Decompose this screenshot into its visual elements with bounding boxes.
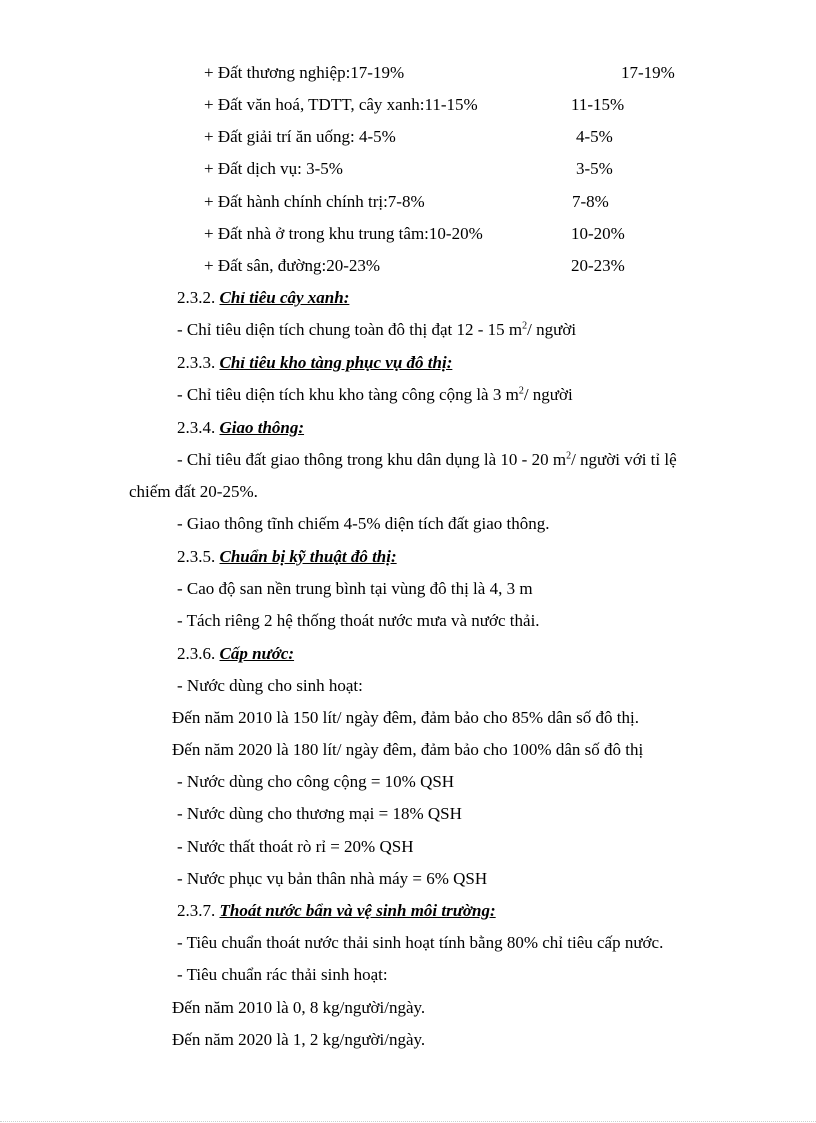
land-item-label: + Đất văn hoá, TDTT, cây xanh:11-15%	[204, 95, 478, 114]
page-bottom-divider	[0, 1121, 816, 1122]
section-title: Chuẩn bị kỹ thuật đô thị:	[219, 547, 397, 566]
paragraph-text: / người với tỉ lệ	[571, 450, 677, 469]
paragraph: Đến năm 2010 là 150 lít/ ngày đêm, đảm bảo cho 85% dân số đô thị.	[172, 708, 639, 727]
paragraph-text: - Chỉ tiêu diện tích chung toàn đô thị đạt 12 - 15 m	[177, 320, 523, 339]
paragraph: - Nước dùng cho thương mại = 18% QSH	[177, 804, 462, 823]
section-heading-drainage	[177, 901, 496, 921]
paragraph: - Tiêu chuẩn thoát nước thải sinh hoạt tính bằng 80% chỉ tiêu cấp nước.	[177, 933, 664, 952]
section-title: Cấp nước:	[219, 644, 295, 663]
section-heading-water	[177, 644, 294, 664]
land-item-label: + Đất giải trí ăn uống: 4-5%	[204, 127, 396, 146]
paragraph-continuation: chiếm đất 20-25%.	[129, 482, 258, 501]
paragraph-text: - Chỉ tiêu diện tích khu kho tàng công cộng là 3 m	[177, 385, 519, 404]
paragraph: Đến năm 2020 là 180 lít/ ngày đêm, đảm bảo cho 100% dân số đô thị	[172, 740, 644, 759]
paragraph: - Nước dùng cho sinh hoạt:	[177, 676, 363, 695]
paragraph	[177, 450, 677, 470]
paragraph: Đến năm 2020 là 1, 2 kg/người/ngày.	[172, 1030, 426, 1049]
section-number: 2.3.4.	[177, 418, 220, 437]
section-number: 2.3.7.	[177, 901, 220, 920]
section-heading-tech	[177, 547, 397, 567]
superscript: 2	[518, 385, 524, 397]
land-item-value: 4-5%	[576, 127, 613, 146]
land-item-value: 10-20%	[571, 224, 625, 243]
land-item-value: 20-23%	[571, 256, 625, 275]
land-item-value: 17-19%	[621, 63, 675, 82]
section-number: 2.3.3.	[177, 353, 220, 372]
section-number: 2.3.2.	[177, 288, 220, 307]
section-heading-traffic	[177, 418, 304, 438]
land-item-label: + Đất nhà ở trong khu trung tâm:10-20%	[204, 224, 483, 243]
paragraph: - Cao độ san nền trung bình tại vùng đô thị là 4, 3 m	[177, 579, 533, 598]
superscript: 2	[566, 450, 572, 462]
land-item-value: 7-8%	[572, 192, 609, 211]
section-title: Giao thông:	[219, 418, 305, 437]
land-item-value: 3-5%	[576, 159, 613, 178]
section-title: Chỉ tiêu cây xanh:	[219, 288, 350, 307]
paragraph-text: / người	[523, 385, 573, 404]
paragraph-text: / người	[527, 320, 577, 339]
section-heading-storage	[177, 353, 452, 373]
paragraph: - Tách riêng 2 hệ thống thoát nước mưa và nước thải.	[177, 611, 540, 630]
paragraph: Đến năm 2010 là 0, 8 kg/người/ngày.	[172, 998, 426, 1017]
paragraph	[177, 385, 573, 405]
section-number: 2.3.5.	[177, 547, 220, 566]
paragraph: - Tiêu chuẩn rác thải sinh hoạt:	[177, 965, 388, 984]
land-item-label: + Đất sân, đường:20-23%	[204, 256, 381, 275]
section-title: Thoát nước bẩn và vệ sinh môi trường:	[219, 901, 496, 920]
paragraph: - Nước phục vụ bản thân nhà máy = 6% QSH	[177, 869, 488, 888]
paragraph: - Nước dùng cho công cộng = 10% QSH	[177, 772, 455, 791]
land-item-label: + Đất dịch vụ: 3-5%	[204, 159, 343, 178]
paragraph: - Nước thất thoát rò rỉ = 20% QSH	[177, 837, 414, 856]
section-number: 2.3.6.	[177, 644, 220, 663]
paragraph: - Giao thông tĩnh chiếm 4-5% diện tích đất giao thông.	[177, 514, 550, 533]
superscript: 2	[522, 320, 528, 332]
land-item-label: + Đất thương nghiệp:17-19%	[204, 63, 405, 82]
section-heading-green	[177, 288, 349, 308]
paragraph-text: - Chỉ tiêu đất giao thông trong khu dân dụng là 10 - 20 m	[177, 450, 567, 469]
paragraph	[177, 320, 576, 340]
land-item-value: 11-15%	[571, 95, 625, 114]
land-item-label: + Đất hành chính chính trị:7-8%	[204, 192, 425, 211]
section-title: Chỉ tiêu kho tàng phục vụ đô thị:	[219, 353, 453, 372]
